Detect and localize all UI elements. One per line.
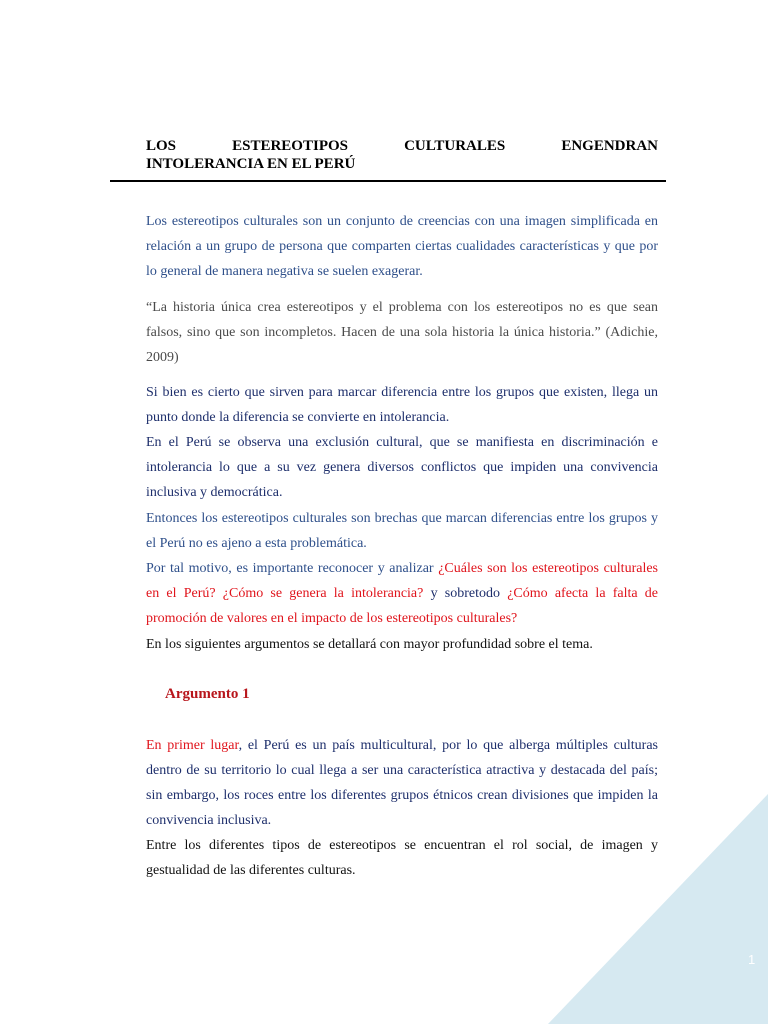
title-underline — [110, 180, 666, 182]
title-line-2: INTOLERANCIA EN EL PERÚ — [146, 156, 356, 172]
paragraph-arguments-intro: En los siguientes argumentos se detallará con mayor profundidad sobre el tema. — [146, 637, 593, 652]
document-title — [146, 137, 658, 173]
paragraph-questions — [146, 556, 658, 631]
paragraph-exclusion: En el Perú se observa una exclusión cultural, que se manifiesta en discriminación e intolerancia lo que a su vez genera diversos conflictos que impiden una convivencia inclusiva y democrática. — [146, 435, 658, 500]
corner-decoration — [548, 794, 768, 1024]
section-heading-argument-1: Argumento 1 — [165, 686, 250, 702]
questions-intro: Por tal motivo, es importante reconocer y analizar — [146, 561, 439, 576]
questions-connector: y sobretodo — [423, 586, 508, 601]
paragraph-difference: Si bien es cierto que sirven para marcar diferencia entre los grupos que existen, llega un punto donde la diferencia se convierte en intolerancia. — [146, 385, 658, 425]
argument-lead-in: En primer lugar — [146, 738, 239, 753]
paragraph-gaps: Entonces los estereotipos culturales son brechas que marcan diferencias entre los grupos y el Perú no es ajeno a esta problemática. — [146, 511, 658, 551]
questions-red-2: ¿Cómo afecta la falta de promoción de valores en el impacto de los estereotipos culturales? — [146, 586, 659, 626]
paragraph-stereotype-types: Entre los diferentes tipos de estereotipos se encuentran el rol social, de imagen y gestualidad de las diferentes culturas. — [146, 838, 658, 878]
argument-body: , el Perú es un país multicultural, por lo que alberga múltiples culturas dentro de su territorio lo cual llega a ser una característica atractiva y destacada del país; sin embargo, los roces entre los diferentes grupos étnicos crean divisiones que impiden la convivencia inclusiva. — [146, 738, 658, 828]
questions-red-1: ¿Cuáles son los estereotipos culturales en el Perú? ¿Cómo se genera la intolerancia? — [146, 561, 658, 601]
paragraph-quote: “La historia única crea estereotipos y el problema con los estereotipos no es que sean falsos, sino que son incompletos. Hacen de una sola historia la única historia.” (Adichie, 2009) — [146, 300, 658, 365]
title-line-1: LOS ESTEREOTIPOS CULTURALES ENGENDRAN — [146, 138, 658, 154]
paragraph-definition: Los estereotipos culturales son un conjunto de creencias con una imagen simplificada en relación a un grupo de persona que comparten ciertas cualidades características y que por lo general de manera negativa se suelen exagerar. — [146, 214, 658, 279]
corner-page-number: 1 — [748, 952, 756, 967]
